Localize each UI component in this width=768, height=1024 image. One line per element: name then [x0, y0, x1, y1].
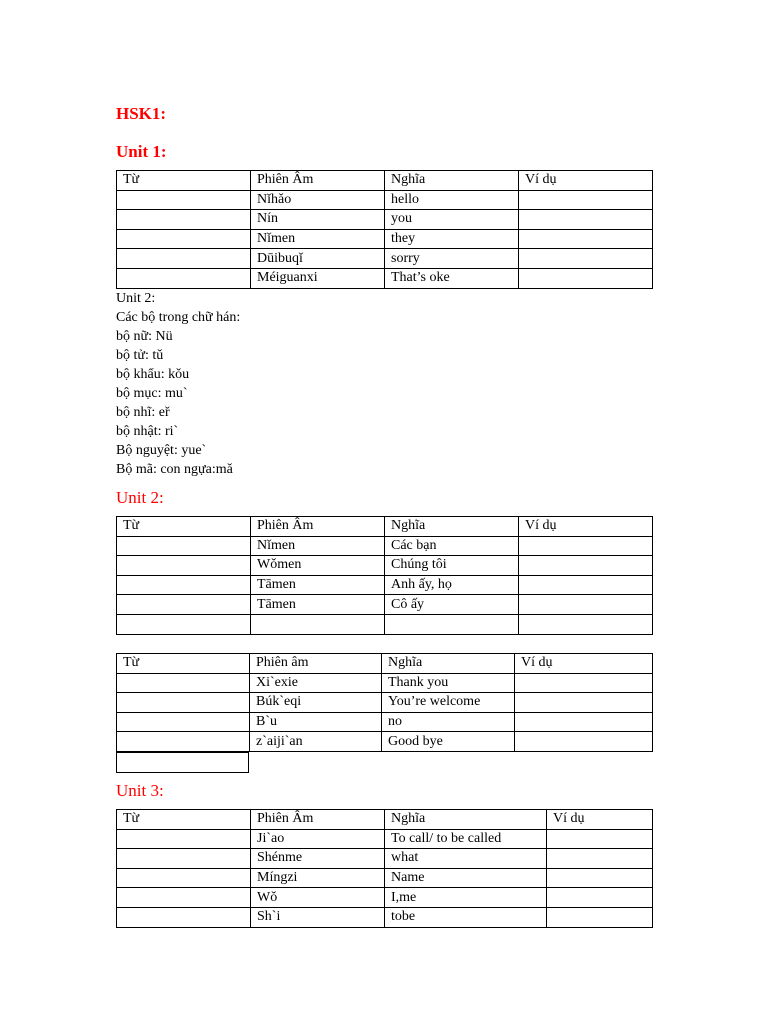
table-header-cell: Ví dụ	[547, 810, 653, 830]
table-cell	[519, 268, 653, 288]
table-row	[117, 536, 653, 556]
unit2-table-2	[116, 653, 653, 752]
table-cell	[547, 829, 653, 849]
table-header-cell: Ví dụ	[519, 517, 653, 537]
table-cell: Anh ấy, họ	[385, 575, 519, 595]
table-header-cell: Từ	[117, 654, 250, 674]
table-row	[117, 693, 653, 713]
table-row	[117, 849, 653, 869]
table-cell	[547, 907, 653, 927]
note-line: bộ nhĩ: eř	[116, 405, 170, 420]
table-cell	[519, 249, 653, 269]
table-cell: To call/ to be called	[385, 829, 547, 849]
table-header-row	[117, 171, 653, 191]
unit2-table-1	[116, 516, 653, 635]
table-row	[117, 868, 653, 888]
table-cell: Míngzi	[251, 868, 385, 888]
table-row	[117, 673, 653, 693]
note-line: Các bộ trong chữ hán:	[116, 310, 241, 325]
table-cell	[519, 614, 653, 634]
table-cell: Dūibuqǐ	[251, 249, 385, 269]
table-cell	[519, 229, 653, 249]
table-cell	[117, 907, 251, 927]
table-cell	[117, 753, 249, 773]
table-cell: That’s oke	[385, 268, 519, 288]
table-cell: they	[385, 229, 519, 249]
table-cell	[251, 614, 385, 634]
table-cell: Chúng tôi	[385, 556, 519, 576]
table-cell	[117, 595, 251, 615]
unit2-extra-cell	[116, 752, 249, 773]
table-header-cell: Từ	[117, 810, 251, 830]
table-cell	[117, 868, 251, 888]
table-cell	[519, 575, 653, 595]
document-title: HSK1:	[116, 104, 167, 123]
table-row	[117, 907, 653, 927]
table-cell	[117, 712, 250, 732]
table-cell	[515, 732, 653, 752]
table-cell: no	[382, 712, 515, 732]
table-row	[117, 614, 653, 634]
table-cell: Good bye	[382, 732, 515, 752]
table-cell: Wǒmen	[251, 556, 385, 576]
table-header-cell: Nghĩa	[382, 654, 515, 674]
table-row	[117, 732, 653, 752]
table-cell: I,me	[385, 888, 547, 908]
table-header-cell: Ví dụ	[515, 654, 653, 674]
table-cell: you	[385, 210, 519, 230]
table-header-cell: Từ	[117, 171, 251, 191]
table-cell: sorry	[385, 249, 519, 269]
table-cell	[117, 190, 251, 210]
table-cell	[385, 614, 519, 634]
table-cell: Méiguanxi	[251, 268, 385, 288]
table-header-cell: Phiên Âm	[251, 810, 385, 830]
table-cell	[547, 849, 653, 869]
table-cell	[547, 868, 653, 888]
table-header-row	[117, 517, 653, 537]
table-row	[117, 712, 653, 732]
table-cell	[117, 732, 250, 752]
table-cell: B`u	[250, 712, 382, 732]
table-cell	[117, 229, 251, 249]
note-line: bộ nhật: ri`	[116, 424, 179, 439]
table-cell: Cô ấy	[385, 595, 519, 615]
table-cell: You’re welcome	[382, 693, 515, 713]
table-header-cell: Ví dụ	[519, 171, 653, 191]
table-header-cell: Nghĩa	[385, 517, 519, 537]
table-cell: tobe	[385, 907, 547, 927]
table-cell: Ji`ao	[251, 829, 385, 849]
table-cell	[117, 556, 251, 576]
note-line: Bộ mã: con ngựa:mǎ	[116, 462, 233, 477]
table-cell: Búk`eqi	[250, 693, 382, 713]
table-cell	[519, 595, 653, 615]
note-line: bộ khẩu: kǒu	[116, 367, 190, 382]
table-cell	[117, 888, 251, 908]
table-header-cell: Nghĩa	[385, 171, 519, 191]
table-row	[117, 229, 653, 249]
table-cell	[117, 829, 251, 849]
table-cell	[519, 536, 653, 556]
table-cell	[117, 693, 250, 713]
table-cell	[519, 556, 653, 576]
note-line: bộ nữ: Nü	[116, 329, 173, 344]
table-header-cell: Phiên âm	[250, 654, 382, 674]
unit3-table	[116, 809, 653, 928]
table-cell: hello	[385, 190, 519, 210]
table-header-cell: Từ	[117, 517, 251, 537]
table-cell	[117, 614, 251, 634]
table-cell	[117, 849, 251, 869]
table-cell	[117, 210, 251, 230]
table-cell	[515, 673, 653, 693]
table-cell: Xi`exie	[250, 673, 382, 693]
table-cell: Nǐhǎo	[251, 190, 385, 210]
table-cell: what	[385, 849, 547, 869]
table-cell	[519, 210, 653, 230]
table-cell: Tāmen	[251, 575, 385, 595]
table-cell	[117, 268, 251, 288]
table-header-row	[117, 654, 653, 674]
table-row	[117, 595, 653, 615]
unit2-heading: Unit 2:	[116, 488, 164, 507]
table-cell	[515, 712, 653, 732]
table-cell	[117, 575, 251, 595]
table-cell	[117, 673, 250, 693]
table-row	[117, 249, 653, 269]
table-cell: Nín	[251, 210, 385, 230]
table-cell	[515, 693, 653, 713]
unit1-table	[116, 170, 653, 289]
table-cell: Nǐmen	[251, 536, 385, 556]
table-cell	[117, 536, 251, 556]
table-header-cell: Phiên Âm	[251, 517, 385, 537]
table-cell: Thank you	[382, 673, 515, 693]
note-line: bộ mục: mu`	[116, 386, 188, 401]
table-cell: z`aiji`an	[250, 732, 382, 752]
table-cell	[519, 190, 653, 210]
table-cell: Wǒ	[251, 888, 385, 908]
table-row	[117, 753, 249, 773]
table-cell	[547, 888, 653, 908]
table-header-row	[117, 810, 653, 830]
table-row	[117, 190, 653, 210]
table-cell: Tāmen	[251, 595, 385, 615]
table-cell: Shénme	[251, 849, 385, 869]
table-header-cell: Nghĩa	[385, 810, 547, 830]
table-header-cell: Phiên Âm	[251, 171, 385, 191]
table-cell: Sh`i	[251, 907, 385, 927]
note-line: Unit 2:	[116, 291, 156, 306]
table-row	[117, 829, 653, 849]
table-cell	[117, 249, 251, 269]
table-cell: Name	[385, 868, 547, 888]
unit3-heading: Unit 3:	[116, 781, 164, 800]
note-line: Bộ nguyệt: yue`	[116, 443, 207, 458]
table-cell: Các bạn	[385, 536, 519, 556]
table-row	[117, 268, 653, 288]
table-row	[117, 210, 653, 230]
table-row	[117, 556, 653, 576]
table-row	[117, 575, 653, 595]
unit1-heading: Unit 1:	[116, 142, 167, 161]
table-row	[117, 888, 653, 908]
note-line: bộ tử: tǔ	[116, 348, 164, 363]
table-cell: Nǐmen	[251, 229, 385, 249]
